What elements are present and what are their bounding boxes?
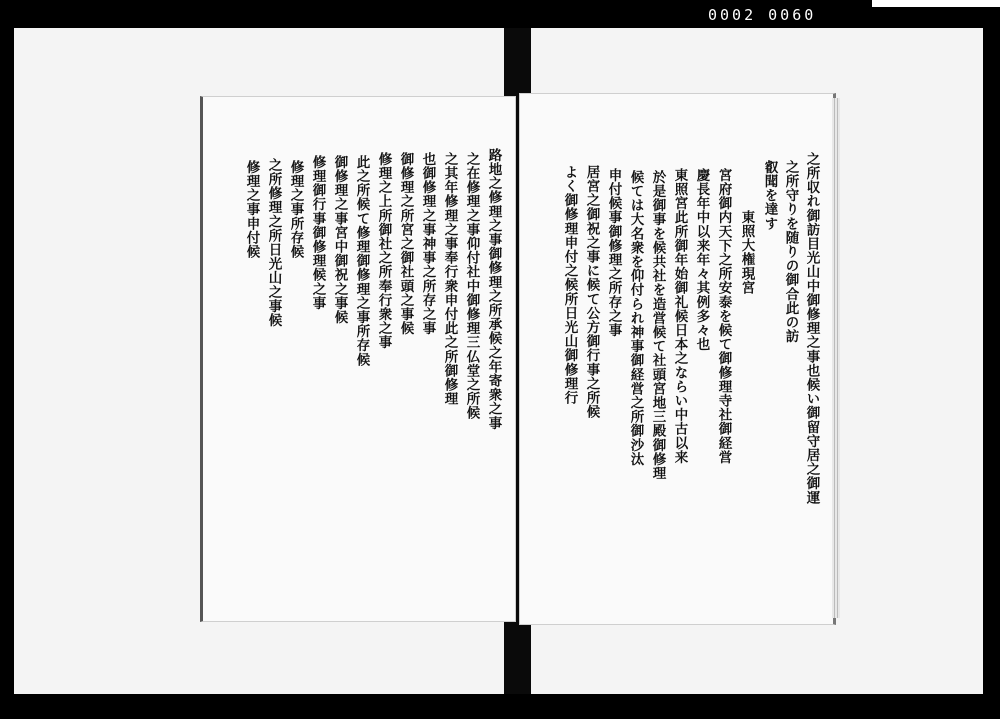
right-page-column: よく御修理申付之候所日光山御修理行 [561, 165, 578, 405]
left-page-column: 修理之上所御社之所奉行衆之事 [375, 152, 392, 350]
left-page-column: 修理之事申付候 [243, 160, 260, 259]
right-page-column: 候ては大名衆を仰付られ神事御経営之所御沙汰 [627, 170, 644, 467]
corner-mark [872, 0, 1000, 7]
left-page-column: 之在修理之事仰付社中御修理三仏堂之所候 [463, 152, 480, 420]
left-page-column: 路地之修理之事御修理之所承候之年寄衆之事 [485, 148, 502, 430]
left-page-column: 之所修理之所日光山之事候 [265, 158, 282, 328]
frame-number: 0002 0060 [708, 6, 817, 24]
left-page-column: 之其年修理之事奉行衆申付此之所御修理 [441, 152, 458, 406]
left-page-column: 修理御行事御修理候之事 [309, 155, 326, 311]
left-page-column: 也御修理之事神事之所存之事 [419, 152, 436, 336]
right-page-column: 之所守りを随りの御合此の訪 [782, 160, 799, 344]
right-page-column: 之所収れ御訪目光山中御修理之事也候い御留守居之御運 [803, 152, 820, 505]
right-page-column: 東照宮此所御年始御礼候日本之ならい中古以来 [671, 168, 688, 465]
right-page-column: 叡聞を達す [761, 160, 778, 231]
left-page-column: 御修理之所宮之御社頭之事候 [397, 152, 414, 336]
right-page-column: 慶長年中以来年々其例多々也 [693, 168, 710, 352]
left-page-column: 御修理之事宮中御祝之事候 [331, 155, 348, 325]
right-page-column: 東照大権現宮 [738, 210, 755, 295]
left-page-column: 此之所候て修理御修理之事所存候 [353, 155, 370, 367]
left-page-column: 修理之事所存候 [287, 160, 304, 259]
right-page-column: 宮府御内天下之所安泰を候て御修理寺社御経営 [715, 168, 732, 465]
right-page-column: 居宮之御祝之事に候て公方御行事之所候 [583, 165, 600, 419]
right-page-column: 於是御事を候共社を造営候て社頭宮地三殿御修理 [649, 170, 666, 481]
right-page-column: 申付候事御修理之所存之事 [605, 168, 622, 338]
page-edges [832, 98, 840, 618]
